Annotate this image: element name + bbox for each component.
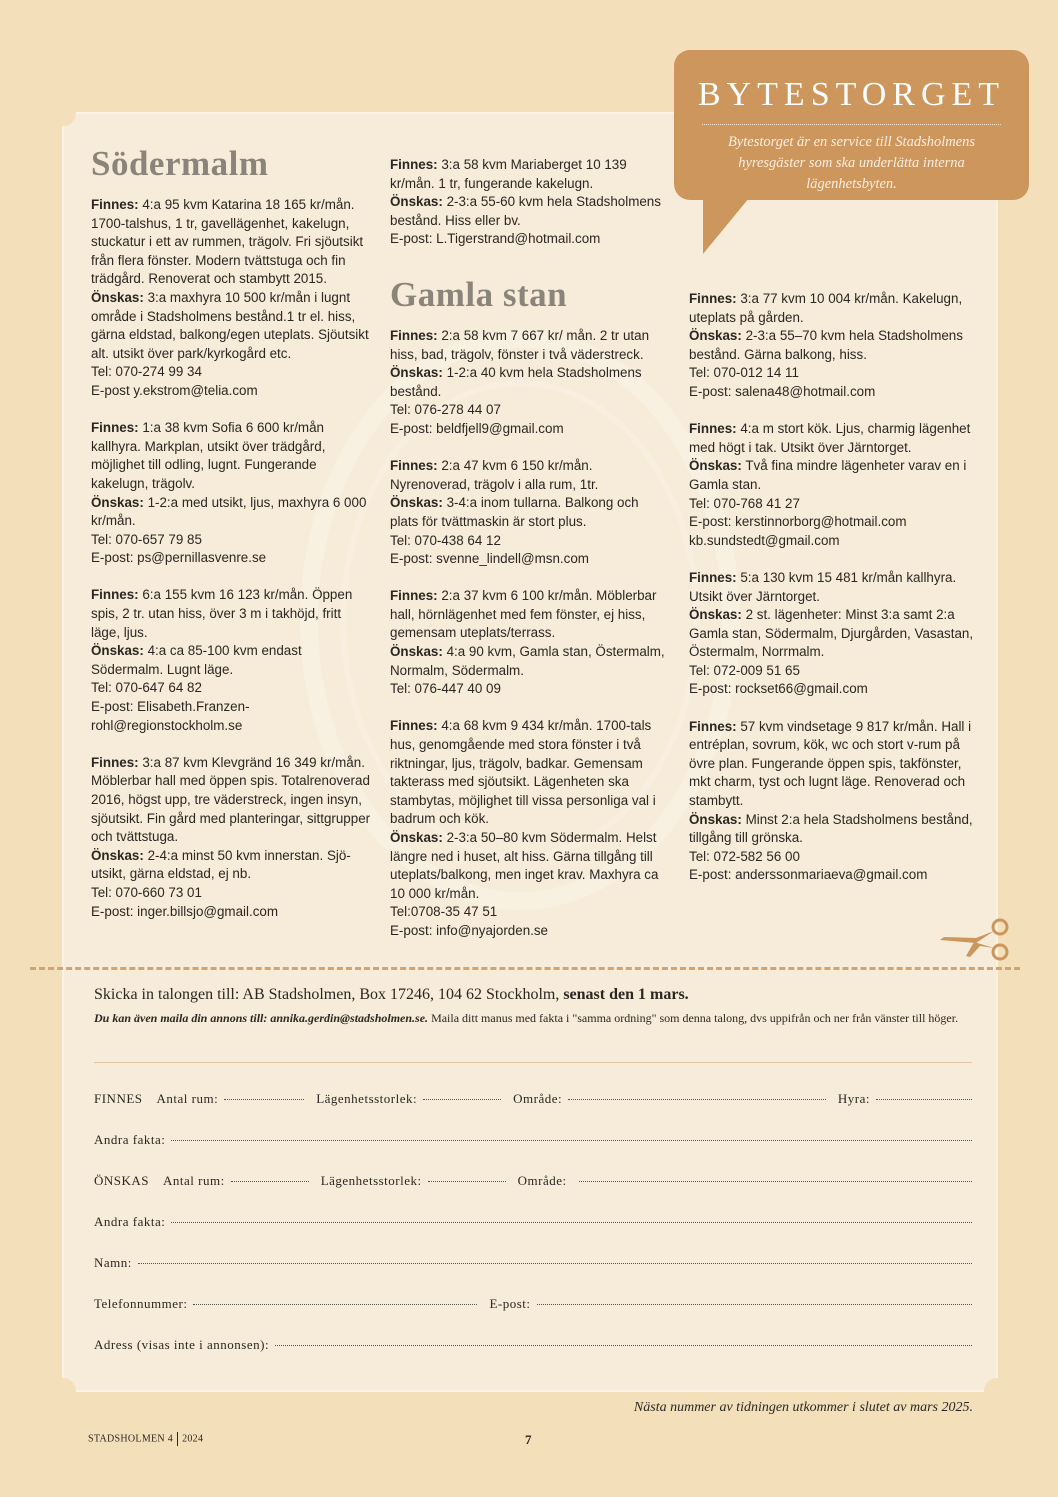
send-address: Skicka in talongen till: AB Stadsholmen, Box 17246, 104 62 Stockholm, (94, 986, 564, 1003)
column-3 (689, 290, 979, 904)
contact-phone: Tel: 076-447 40 09 (390, 681, 501, 697)
contact-email[interactable]: E-post: svenne_lindell@msn.com (390, 551, 589, 567)
footer-magazine (88, 1432, 203, 1446)
namn-label: Namn: (94, 1255, 132, 1270)
finnes-text: 5:a 130 kvm 15 481 kr/mån kallhyra. Utsikt över Järntorget. (689, 569, 957, 604)
onskas-label: Önskas: (689, 458, 742, 474)
bubble-tail (703, 198, 749, 254)
listing (91, 196, 371, 401)
epost-field[interactable] (537, 1303, 972, 1305)
finnes-label: Finnes: (689, 718, 737, 734)
onskas-text: 3-4:a inom tullarna. Balkong och plats för tvättmaskin är stort plus. (390, 495, 639, 529)
send-instructions (94, 986, 974, 1004)
finnes-text: 2:a 58 kvm 7 667 kr/ mån. 2 tr utan hiss, bad, trägolv, fönster i två väderstreck. (390, 327, 650, 362)
onskas-label: Önskas: (390, 495, 443, 511)
form-row-namn (94, 1255, 972, 1271)
contact-email[interactable]: E-post: info@nyajorden.se (390, 922, 549, 938)
corner-notch (50, 1378, 76, 1404)
contact-phone: Tel: 072-009 51 65 (689, 662, 800, 678)
contact-email[interactable]: E-post: kerstinnorborg@hotmail.com (689, 514, 907, 530)
adress-label: Adress (visas inte i annonsen): (94, 1337, 270, 1352)
onskas-heading: ÖNSKAS (94, 1173, 150, 1188)
listing (689, 569, 979, 699)
finnes-text: 6:a 155 kvm 16 123 kr/mån. Öppen spis, 2 tr. utan hiss, över 3 m i takhöjd, fritt läge, ljus. (91, 587, 353, 640)
namn-field[interactable] (138, 1262, 972, 1264)
finnes-text: 57 kvm vindsetage 9 817 kr/mån. Hall i entréplan, sovrum, kök, wc och stort v-rum på övre plan. Fungerande öppen spis, takfönster, mkt charm, tyst och lugnt läge. Renoverad och stambytt. (689, 718, 972, 809)
onskas-text: 2-3:a 55–70 kvm hela Stadsholmens bestånd. Gärna balkong, hiss. (689, 328, 963, 362)
onskas-label: Önskas: (689, 328, 742, 344)
finnes-text: 1:a 38 kvm Sofia 6 600 kr/mån kallhyra. Markplan, utsikt över trädgård, möjlighet till odling, lugnt. Fungerande kakelugn, trägolv. (91, 420, 326, 491)
next-issue-note: Nästa nummer av tidningen utkommer i slutet av mars 2025. (633, 1400, 973, 1415)
finnes-text: 4:a 95 kvm Katarina 18 165 kr/mån. 1700-talshus, 1 tr, gavellägenhet, kakelugn, stuckatur i ett av rummen, trägolv. Fri sjöutsikt från flera fönster. Modern tvättstuga och fin trädgård. Renoverat och stambytt 2015. (91, 197, 364, 287)
page-number: 7 (525, 1432, 532, 1447)
finnes-text: 2:a 37 kvm 6 100 kr/mån. Möblerbar hall, hörnlägenhet med fem fönster, ej hiss, gemensam uteplats/terrass. (390, 588, 657, 641)
onskas-text: 3:a maxhyra 10 500 kr/mån i lugnt område i Stadsholmens bestånd.1 tr el. hiss, gärna eldstad, balkong/egen uteplats. Sjöutsikt alt. utsikt över park/kyrkogård etc. (91, 289, 369, 361)
onskas-label: Önskas: (689, 811, 742, 827)
onskas-text: Två fina mindre lägenheter varav en i Gamla stan. (689, 458, 967, 492)
contact-email[interactable]: E-post: L.Tigerstrand@hotmail.com (390, 231, 601, 247)
form-row-adress (94, 1337, 972, 1353)
contact-phone: Tel: 070-438 64 12 (390, 532, 501, 548)
onskas-text: Minst 2:a hela Stadsholmens bestånd, tillgång till grönska. (689, 811, 973, 846)
finnes-text: 3:a 87 kvm Klevgränd 16 349 kr/mån. Möblerbar hall med öppen spis. Totalrenoverad 2016, högst upp, tre väderstreck, ingen insyn, sjöutsikt. Fin gård med planteringar, sittgrupper och tvättstuga. (91, 754, 371, 845)
contact-email[interactable]: E-post y.ekstrom@telia.com (91, 382, 258, 398)
form-row-contact (94, 1296, 972, 1312)
listing (91, 754, 371, 921)
andra-fakta-field[interactable] (171, 1139, 972, 1141)
contact-email[interactable]: E-post: salena48@hotmail.com (689, 383, 876, 399)
onskas-text: 2-4:a minst 50 kvm innerstan. Sjö-utsikt, gärna eldstad, ej nb. (91, 847, 351, 882)
finnes-label: Finnes: (91, 420, 139, 436)
listing (91, 586, 371, 735)
form-row-andra-fakta (94, 1132, 972, 1148)
contact-email[interactable]: E-post: Elisabeth.Franzen-rohl@regionstockholm.se (91, 699, 250, 733)
onskas-text: 4:a 90 kvm, Gamla stan, Östermalm, Normalm, Södermalm. (390, 644, 665, 678)
contact-phone: Tel: 070-647 64 82 (91, 680, 202, 696)
corner-notch (984, 1378, 1010, 1404)
telefon-label: Telefonnummer: (94, 1296, 188, 1311)
section-title-gamla-stan: Gamla stan (390, 274, 568, 314)
onskas-text: 2-3:a 50–80 kvm Södermalm. Helst längre ned i huset, alt hiss. Gärna tillgång till uteplats/balkong, men inget krav. Maxhyra ca 10 000 kr/mån. (390, 830, 659, 901)
magazine-year: 2024 (182, 1433, 204, 1445)
finnes-label: Finnes: (390, 588, 438, 604)
storlek-label: Lägenhetsstorlek: (316, 1091, 418, 1106)
finnes-label: Finnes: (390, 718, 438, 734)
bubble-title: BYTESTORGET (697, 76, 1006, 113)
andra-fakta-label: Andra fakta: (94, 1132, 166, 1147)
onskas-text: 4:a ca 85-100 kvm endast Södermalm. Lugnt läge. (91, 643, 302, 677)
finnes-label: Finnes: (689, 291, 737, 306)
dotted-divider (702, 124, 1001, 125)
listing (390, 587, 670, 699)
contact-email[interactable]: E-post: inger.billsjo@gmail.com (91, 903, 278, 919)
listing (689, 290, 979, 402)
onskas-text: 2-3:a 55-60 kvm hela Stadsholmens bestånd. Hiss eller bv. (390, 194, 661, 228)
onskas-text: 2 st. lägenheter: Minst 3:a samt 2:a Gamla stan, Södermalm, Djurgården, Vasastan, Östermalm, Norrmalm. (689, 607, 974, 660)
coupon-header (94, 986, 974, 1027)
bytestorget-bubble (674, 50, 1029, 200)
listing (390, 717, 670, 940)
contact-email[interactable]: E-post: rockset66@gmail.com (689, 681, 868, 697)
finnes-label: Finnes: (689, 569, 737, 585)
onskas-label: Önskas: (689, 607, 742, 623)
listing (91, 419, 371, 568)
finnes-text: 3:a 77 kvm 10 004 kr/mån. Kakelugn, uteplats på gården. (689, 291, 963, 325)
contact-phone: Tel: 070-657 79 85 (91, 531, 202, 547)
contact-email[interactable]: E-post: beldfjell9@gmail.com (390, 420, 564, 436)
onskas-label: Önskas: (390, 830, 443, 845)
onskas-label: Önskas: (91, 643, 144, 659)
finnes-label: Finnes: (390, 157, 438, 172)
epost-label: E-post: (489, 1296, 531, 1311)
andra-fakta-label: Andra fakta: (94, 1214, 166, 1229)
onskas-label: Önskas: (390, 644, 443, 660)
andra-fakta-field[interactable] (171, 1221, 972, 1223)
finnes-label: Finnes: (689, 421, 737, 437)
omrade-field[interactable] (579, 1180, 972, 1182)
send-deadline: senast den 1 mars. (563, 986, 689, 1003)
listing (390, 327, 670, 439)
contact-phone: Tel:0708-35 47 51 (390, 904, 498, 920)
bubble-subtitle: Bytestorget är en service till Stadsholmens hyresgäster som ska underlätta interna lägenhetsbyten. (727, 134, 976, 192)
adress-field[interactable] (275, 1344, 972, 1346)
finnes-label: Finnes: (91, 197, 139, 212)
contact-phone: Tel: 072-582 56 00 (689, 848, 800, 864)
listing (390, 156, 670, 249)
antal-rum-label: Antal rum: (163, 1173, 225, 1188)
contact-phone: Tel: 070-012 14 11 (689, 365, 799, 381)
finnes-text: 2:a 47 kvm 6 150 kr/mån. Nyrenoverad, trägolv i alla rum, 1tr. (390, 458, 599, 492)
finnes-label: Finnes: (91, 587, 139, 603)
omrade-label: Område: (517, 1173, 567, 1188)
form-row-finnes (94, 1091, 972, 1107)
omrade-field[interactable] (568, 1098, 826, 1100)
listing (390, 457, 670, 569)
onskas-label: Önskas: (91, 289, 144, 305)
finnes-heading: FINNES (94, 1091, 143, 1106)
contact-phone: Tel: 070-768 41 27 (689, 495, 800, 511)
mail-instructions (94, 1010, 974, 1027)
form-row-andra-fakta (94, 1214, 972, 1230)
listing (689, 420, 979, 550)
contact-email[interactable]: E-post: anderssonmariaeva@gmail.com (689, 867, 928, 883)
contact-phone: Tel: 076-278 44 07 (390, 402, 501, 418)
onskas-label: Önskas: (390, 194, 443, 210)
hyra-field[interactable] (876, 1098, 972, 1100)
finnes-label: Finnes: (91, 754, 139, 770)
mail-details: Maila ditt manus med fakta i "samma ordning" som denna talong, dvs uppifrån och ner från vänster till höger. (428, 1011, 959, 1025)
contact-phone: Tel: 070-274 99 34 (91, 364, 202, 380)
storlek-field[interactable] (423, 1098, 501, 1100)
column-1 (91, 144, 371, 940)
onskas-label: Önskas: (91, 847, 144, 863)
form-row-onskas (94, 1173, 972, 1189)
storlek-field[interactable] (428, 1180, 506, 1182)
contact-phone: Tel: 070-660 73 01 (91, 884, 202, 900)
finnes-text: 3:a 58 kvm Mariaberget 10 139 kr/mån. 1 tr, fungerande kakelugn. (390, 157, 627, 191)
magazine-name: STADSHOLMEN 4 (88, 1433, 174, 1445)
storlek-label: Lägenhetsstorlek: (320, 1173, 422, 1188)
contact-email[interactable]: kb.sundstedt@gmail.com (689, 532, 840, 548)
antal-rum-field[interactable] (224, 1098, 304, 1100)
onskas-label: Önskas: (91, 494, 144, 510)
listing (689, 718, 979, 885)
column-2 (390, 156, 670, 959)
contact-email[interactable]: E-post: ps@pernillasvenre.se (91, 550, 267, 566)
antal-rum-label: Antal rum: (156, 1091, 219, 1106)
divider (94, 1062, 972, 1063)
onskas-text: 1-2:a 40 kvm hela Stadsholmens bestånd. (390, 365, 642, 399)
mail-address[interactable]: Du kan även maila din annons till: annika.gerdin@stadsholmen.se. (94, 1011, 429, 1025)
omrade-label: Område: (513, 1091, 563, 1106)
scissors-icon (936, 916, 1016, 962)
hyra-label: Hyra: (837, 1091, 870, 1106)
cut-line (30, 967, 1020, 970)
onskas-label: Önskas: (390, 365, 443, 381)
section-title-sodermalm: Södermalm (91, 144, 269, 183)
finnes-text: 4:a 68 kvm 9 434 kr/mån. 1700-tals hus, genomgående med stora fönster i två riktningar, ljus, trägolv, badkar. Gemensam takterass med sjöutsikt. Lägenheten ska stambytas, möjlighet till vissa personliga val i badrum och kök. (390, 718, 656, 827)
corner-notch (50, 100, 76, 126)
onskas-text: 1-2:a med utsikt, ljus, maxhyra 6 000 kr/mån. (91, 494, 367, 529)
telefon-field[interactable] (193, 1303, 477, 1305)
finnes-text: 4:a m stort kök. Ljus, charmig lägenhet med högt i tak. Utsikt över Järntorget. (689, 421, 971, 455)
antal-rum-field[interactable] (231, 1180, 309, 1182)
footer-separator (177, 1432, 178, 1446)
finnes-label: Finnes: (390, 327, 438, 343)
finnes-label: Finnes: (390, 458, 438, 474)
